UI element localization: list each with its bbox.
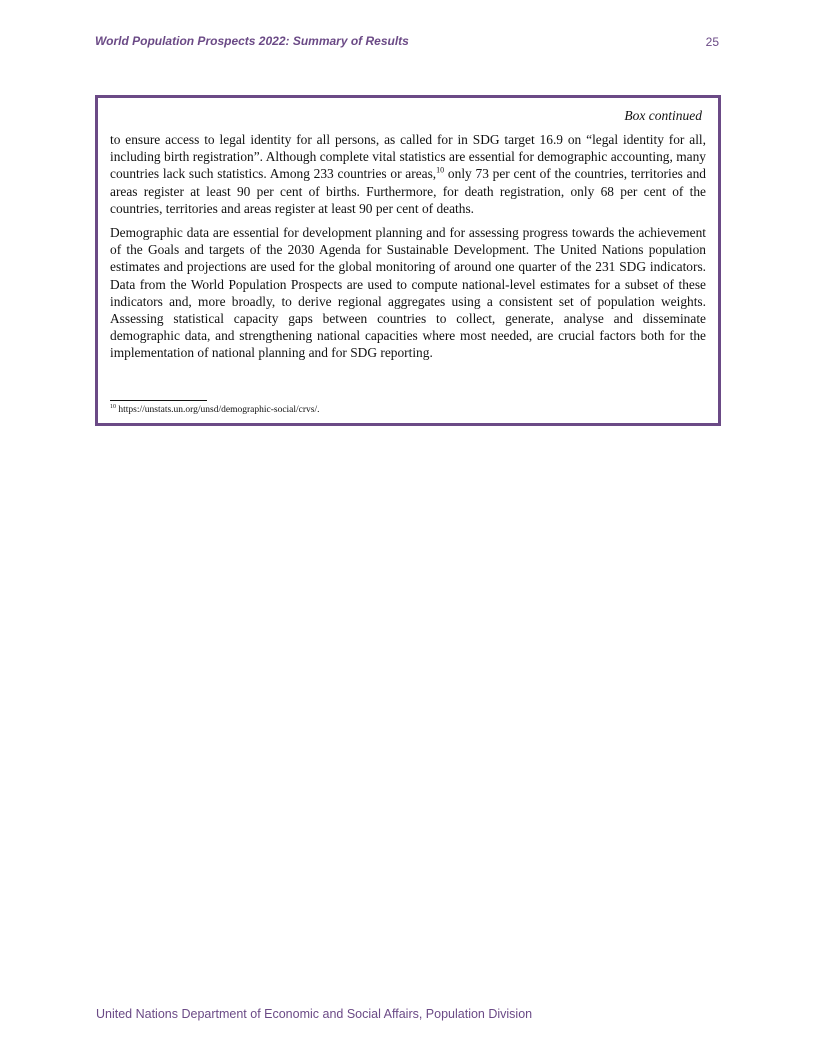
footnote-reference-10: 10 bbox=[436, 165, 445, 175]
footnote-divider bbox=[110, 400, 207, 401]
paragraph-1-text-after-ref: only 73 per cent of the countries, territories and areas register at least 90 per cent of births. Furthermore, for death registration, only 68 per cent of the countries, territories and areas register at least 90 per cent of deaths. bbox=[110, 166, 706, 216]
footnote-number: 10 bbox=[110, 404, 116, 410]
box-paragraph-2: Demographic data are essential for development planning and for assessing progress towards the achievement of the Goals and targets of the 2030 Agenda for Sustainable Development. The United Nations population estimates and projections are used for the global monitoring of around one quarter of the 231 SDG indicators. Data from the World Population Prospects are used to compute national-level estimates for a subset of these indicators and, more broadly, to derive regional aggregates using a consistent set of population weights. Assessing statistical capacity gaps between countries to collect, generate, analyse and disseminate demographic data, and strengthening national capacities where most needed, are crucial factors both for the implementation of national planning and for SDG reporting. bbox=[110, 225, 706, 361]
running-head-title: World Population Prospects 2022: Summary of Results bbox=[95, 34, 409, 48]
box-continued-label: Box continued bbox=[624, 108, 702, 123]
box-body bbox=[110, 131, 706, 369]
footnote-10 bbox=[110, 404, 320, 415]
paragraph-1-text-before-ref: to ensure access to legal identity for all persons, as called for in SDG target 16.9 on “legal identity for all, including birth registration”. Although complete vital statistics are essential for demographic accounting, many countries lack such statistics. Among 233 countries or areas, bbox=[110, 132, 706, 182]
page-number: 25 bbox=[705, 35, 719, 49]
footnote-link-text: https://unstats.un.org/unsd/demographic-social/crvs/. bbox=[116, 405, 320, 416]
box-paragraph-1 bbox=[110, 131, 706, 217]
page-footer: United Nations Department of Economic and Social Affairs, Population Division bbox=[96, 1007, 533, 1021]
text-box bbox=[95, 95, 721, 426]
